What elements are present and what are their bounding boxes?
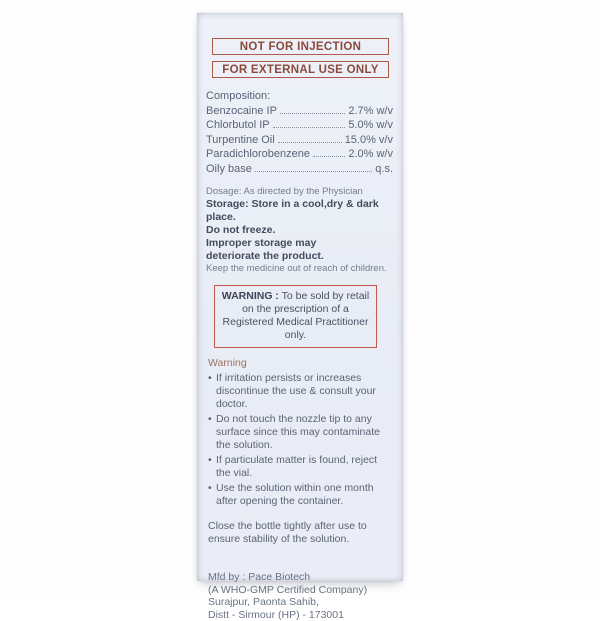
medicine-carton-panel [197,13,403,581]
warning-section [206,357,393,508]
ingredient-name: Turpentine Oil [206,133,275,148]
bullet-icon: • [208,372,216,411]
ingredient-name: Paradichlorobenzene [206,147,310,162]
dot-leader [280,113,345,114]
keep-away-line: Keep the medicine out of reach of children. [206,263,393,275]
not-for-injection-box [212,38,389,55]
composition-row [206,104,393,119]
storage-line: Storage: Store in a cool,dry & dark place. [206,198,393,224]
composition-row [206,162,393,177]
warning-bullet-text: Use the solution within one month after opening the container. [216,482,393,508]
warning-bullet [208,413,393,452]
warning-bullet-text: If particulate matter is found, reject the vial. [216,454,393,480]
warning-bullet [208,454,393,480]
ingredient-value: 2.7% w/v [348,104,393,119]
manufacturer-line: (A WHO-GMP Certified Company) [208,584,393,597]
composition-row [206,133,393,148]
manufacturer-line: Surajpur, Paonta Sahib, [208,596,393,609]
dosage-line: Dosage: As directed by the Physician [206,186,393,198]
ingredient-value: 15.0% v/v [345,133,393,148]
dot-leader [273,127,346,128]
external-use-only-box [212,61,389,78]
ingredient-name: Benzocaine IP [206,104,277,119]
retail-warning-label: WARNING : [222,290,279,302]
warning-bullet [208,372,393,411]
warning-bullet [208,482,393,508]
storage-line: deteriorate the product. [206,250,393,263]
retail-warning-box [214,285,377,348]
ingredient-value: 2.0% w/v [348,147,393,162]
dot-leader [313,156,345,157]
closing-note: Close the bottle tightly after use to ensure stability of the solution. [208,520,393,546]
warning-bullet-text: If irritation persists or increases discontinue the use & consult your doctor. [216,372,393,411]
ingredient-value: 5.0% w/v [348,118,393,133]
composition-row [206,147,393,162]
manufacturer-line: Mfd by : Pace Biotech [208,571,393,584]
dot-leader [278,142,342,143]
retail-warning-text: To be sold by retail on the prescription of a Registered Medical Practitioner only. [223,290,370,341]
warning-bullet-text: Do not touch the nozzle tip to any surface since this may contaminate the solution. [216,413,393,452]
storage-line: Do not freeze. [206,224,393,237]
manufacturer-line: Distt - Sirmour (HP) - 173001 [208,609,393,621]
composition-section [206,89,393,176]
bullet-icon: • [208,454,216,480]
dosage-storage-section [206,186,393,275]
not-for-injection-label: NOT FOR INJECTION [240,41,361,53]
bullet-icon: • [208,482,216,508]
warning-heading: Warning [208,357,393,370]
external-use-only-label: FOR EXTERNAL USE ONLY [222,64,378,76]
ingredient-name: Chlorbutol IP [206,118,270,133]
ingredient-name: Oily base [206,162,252,177]
bullet-icon: • [208,413,216,452]
composition-heading: Composition: [206,89,393,104]
manufacturer-block [208,571,393,621]
ingredient-value: q.s. [375,162,393,177]
composition-row [206,118,393,133]
dot-leader [255,171,372,172]
storage-line: Improper storage may [206,237,393,250]
